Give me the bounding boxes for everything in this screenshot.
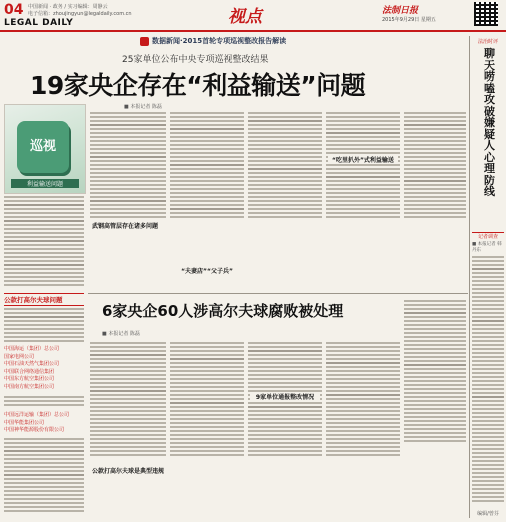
- page-info-email: 电子信箱：zhoujingyun@legaldaily.com.cn: [28, 11, 132, 17]
- list-item: 中国华能集团公司: [4, 419, 45, 426]
- headline1-kicker: 25家单位公布中央专项巡视整改结果: [122, 55, 269, 65]
- right-column-footer: 编辑/曾芬: [477, 511, 499, 517]
- sidebar-list-gap: [4, 396, 84, 410]
- article1-column1: [90, 112, 166, 290]
- sidebar-caption: 利益输送问题: [11, 179, 79, 188]
- list-item: 中国东方航空集团公司: [4, 376, 55, 382]
- right-column-divider: [469, 36, 470, 518]
- page-info: 中国新闻 · 政务 / 实习编辑：周静云: [28, 4, 108, 10]
- paper-english-name: LEGAL DAILY: [4, 18, 74, 28]
- article1-column2: [170, 112, 244, 290]
- headline2-byline: ■ 本报记者 陈磊: [102, 331, 140, 337]
- article2-column4: [326, 342, 400, 518]
- list-item: 中国联合网络通信集团: [4, 368, 55, 375]
- sidebar-subhead: 公款打高尔夫球问题: [4, 293, 84, 306]
- list-item: 中国南方航空集团公司: [4, 383, 55, 390]
- headline2-title: 6家央企60人涉高尔夫球腐败被处理: [102, 302, 344, 320]
- article2-column2: [170, 342, 244, 518]
- article1-column3: [248, 112, 322, 290]
- article1-subhead2: “吃里扒外”式利益输送: [328, 155, 398, 164]
- right-column-label: 法治时评: [477, 39, 498, 45]
- article2-subhead1: 公款打高尔夫球是典型违规: [92, 468, 165, 475]
- article2-column1: [90, 342, 166, 518]
- list-item: 国家电网公司: [4, 353, 35, 360]
- headline1-byline: ■ 本报记者 陈磊: [124, 104, 162, 110]
- sidebar-unit-list-2: [4, 412, 84, 435]
- sidebar-body-text: [4, 196, 84, 290]
- sidebar-photo: [4, 104, 86, 194]
- right-column-byline: ■ 本报记者 韩丹东: [472, 242, 502, 253]
- sidebar-badge: 巡视: [29, 139, 56, 154]
- list-item: 中国海运（集团）总公司: [4, 346, 60, 352]
- headline1-title: 19家央企存在“利益输送”问题: [30, 71, 366, 100]
- article2-column3: [248, 342, 322, 518]
- right-column-body: [472, 256, 504, 506]
- article-divider: [88, 293, 468, 294]
- banner-label: 数据新闻·2015首轮专项巡视整改报告解读: [152, 37, 287, 45]
- list-item: 中国神华能源股份有限公司: [4, 427, 65, 433]
- section-title: 视点: [228, 7, 262, 27]
- article2-column5: [404, 300, 466, 518]
- article1-column5: [404, 112, 466, 290]
- sidebar-tail-text: [4, 438, 84, 516]
- issue-date: 2015年9月29日 星期五: [382, 17, 436, 23]
- sidebar-unit-list: [4, 346, 84, 391]
- list-item: 中国远洋运输（集团）总公司: [4, 412, 70, 418]
- right-column-subhead: 记者调查: [472, 232, 504, 240]
- sidebar-list-intro: [4, 308, 84, 344]
- article1-column4: [326, 112, 400, 290]
- banner-icon: [140, 37, 149, 46]
- article1-subhead1: 武钢高管层存在诸多问题: [92, 221, 166, 230]
- page-number: 04: [4, 2, 24, 18]
- paper-chinese-name: 法制日报: [382, 6, 419, 16]
- article2-subhead2: 9家单位通报整改情况: [250, 392, 320, 401]
- right-column-title: 聊天唠嗑攻破嫌疑人心理防线: [484, 47, 495, 198]
- masthead-rule: [0, 30, 506, 32]
- qr-code-icon: [474, 2, 498, 26]
- list-item: 中国石油天然气集团公司: [4, 361, 60, 367]
- article1-quote-subhead: “夫妻店”“父子兵”: [172, 266, 242, 275]
